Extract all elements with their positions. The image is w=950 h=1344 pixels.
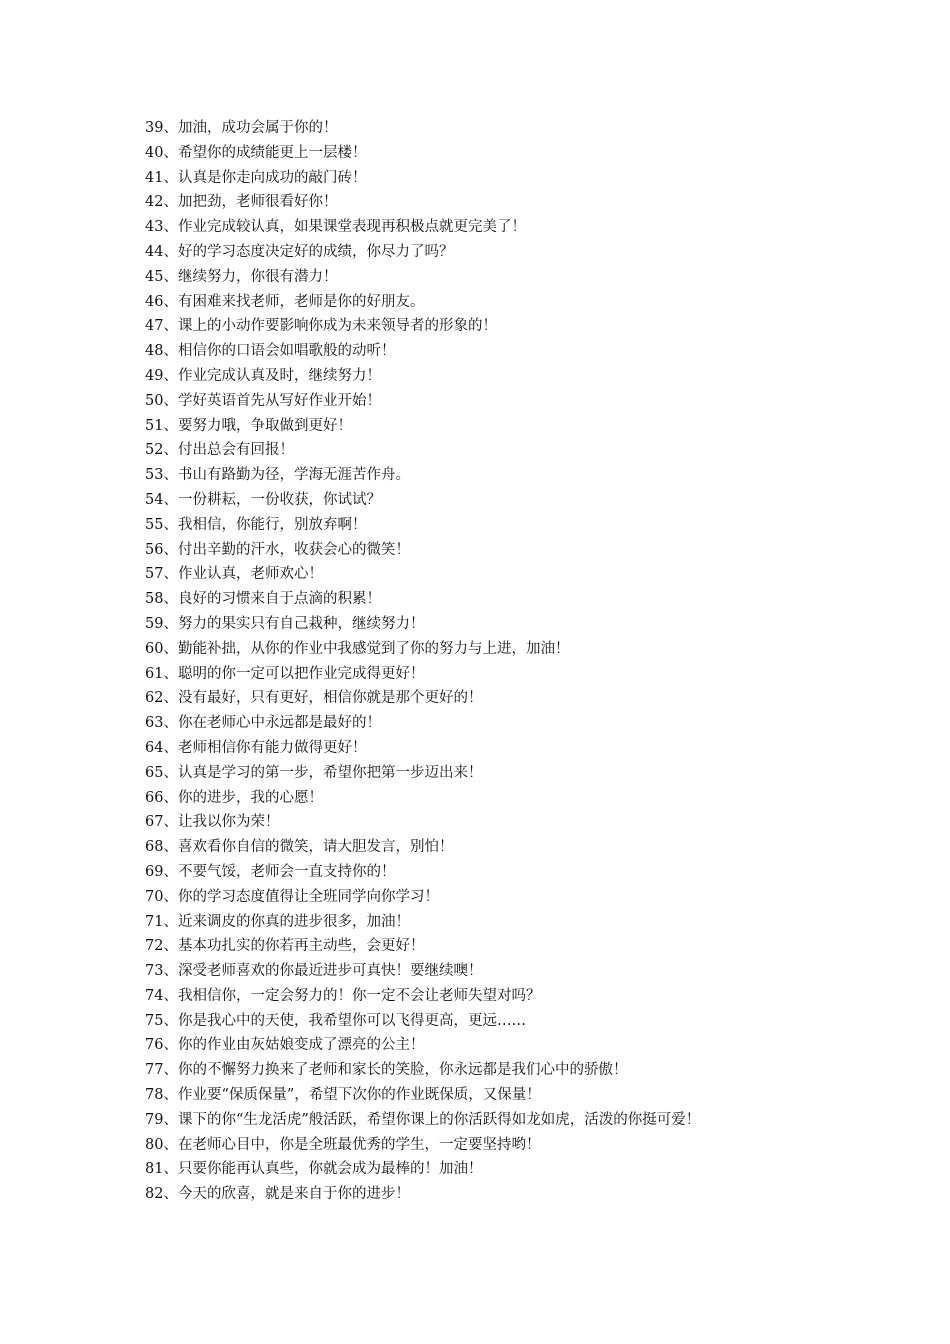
list-item: 42、加把劲，老师很看好你！ bbox=[145, 194, 338, 211]
list-item: 60、勤能补拙，从你的作业中我感觉到了你的努力与上进，加油！ bbox=[145, 640, 570, 657]
list-item: 76、你的作业由灰姑娘变成了漂亮的公主！ bbox=[145, 1037, 425, 1054]
list-item: 57、作业认真，老师欢心！ bbox=[145, 566, 323, 583]
list-item: 49、作业完成认真及时，继续努力！ bbox=[145, 367, 381, 384]
list-item: 62、没有最好，只有更好，相信你就是那个更好的！ bbox=[145, 690, 483, 707]
list-item: 74、我相信你，一定会努力的！你一定不会让老师失望对吗？ bbox=[145, 987, 541, 1004]
list-item: 47、课上的小动作要影响你成为未来领导者的形象的！ bbox=[145, 318, 497, 335]
list-item: 51、要努力哦，争取做到更好！ bbox=[145, 417, 352, 434]
list-item: 69、不要气馁，老师会一直支持你的！ bbox=[145, 863, 396, 880]
list-item: 50、学好英语首先从写好作业开始！ bbox=[145, 392, 381, 409]
list-item: 65、认真是学习的第一步，希望你把第一步迈出来！ bbox=[145, 764, 483, 781]
list-item: 80、在老师心目中，你是全班最优秀的学生，一定要坚持哟！ bbox=[145, 1136, 541, 1153]
list-item: 61、聪明的你一定可以把作业完成得更好！ bbox=[145, 665, 425, 682]
list-item: 68、喜欢看你自信的微笑，请大胆发言，别怕！ bbox=[145, 839, 454, 856]
list-item: 48、相信你的口语会如唱歌般的动听！ bbox=[145, 343, 396, 360]
list-item: 59、努力的果实只有自己栽种，继续努力！ bbox=[145, 615, 425, 632]
list-item: 45、继续努力，你很有潜力！ bbox=[145, 268, 338, 285]
list-item: 58、良好的习惯来自于点滴的积累！ bbox=[145, 591, 381, 608]
list-item: 73、深受老师喜欢的你最近进步可真快！要继续噢！ bbox=[145, 963, 483, 980]
list-item: 67、让我以你为荣！ bbox=[145, 814, 280, 831]
comment-list bbox=[145, 116, 700, 1207]
list-item: 41、认真是你走向成功的敲门砖！ bbox=[145, 169, 367, 186]
list-item: 70、你的学习态度值得让全班同学向你学习！ bbox=[145, 888, 439, 905]
list-item: 75、你是我心中的天使，我希望你可以飞得更高，更远…… bbox=[145, 1012, 526, 1029]
list-item: 54、一份耕耘，一份收获，你试试？ bbox=[145, 491, 381, 508]
list-item: 66、你的进步，我的心愿！ bbox=[145, 789, 323, 806]
list-item: 79、课下的你“生龙活虎”般活跃，希望你课上的你活跃得如龙如虎，活泼的你挺可爱！ bbox=[145, 1111, 701, 1128]
list-item: 52、付出总会有回报！ bbox=[145, 442, 294, 459]
list-item: 43、作业完成较认真，如果课堂表现再积极点就更完美了！ bbox=[145, 219, 526, 236]
list-item: 77、你的不懈努力换来了老师和家长的笑脸，你永远都是我们心中的骄傲！ bbox=[145, 1062, 628, 1079]
list-item: 78、作业要“保质保量”，希望下次你的作业既保质，又保量！ bbox=[145, 1087, 541, 1104]
list-item: 39、加油，成功会属于你的！ bbox=[145, 120, 338, 136]
list-item: 72、基本功扎实的你若再主动些，会更好！ bbox=[145, 938, 425, 955]
list-item: 46、有困难来找老师，老师是你的好朋友。 bbox=[145, 293, 425, 310]
list-item: 82、今天的欣喜，就是来自于你的进步！ bbox=[145, 1186, 410, 1203]
list-item: 63、你在老师心中永远都是最好的！ bbox=[145, 715, 381, 732]
list-item: 53、书山有路勤为径，学海无涯苦作舟。 bbox=[145, 467, 410, 484]
list-item: 40、希望你的成绩能更上一层楼！ bbox=[145, 144, 367, 161]
list-item: 81、只要你能再认真些，你就会成为最棒的！加油！ bbox=[145, 1161, 483, 1178]
list-item: 55、我相信，你能行，别放弃啊！ bbox=[145, 516, 367, 533]
list-item: 71、近来调皮的你真的进步很多，加油！ bbox=[145, 913, 410, 930]
list-item: 56、付出辛勤的汗水，收获会心的微笑！ bbox=[145, 541, 410, 558]
list-item: 44、好的学习态度决定好的成绩，你尽力了吗？ bbox=[145, 243, 454, 260]
list-item: 64、老师相信你有能力做得更好！ bbox=[145, 739, 367, 756]
